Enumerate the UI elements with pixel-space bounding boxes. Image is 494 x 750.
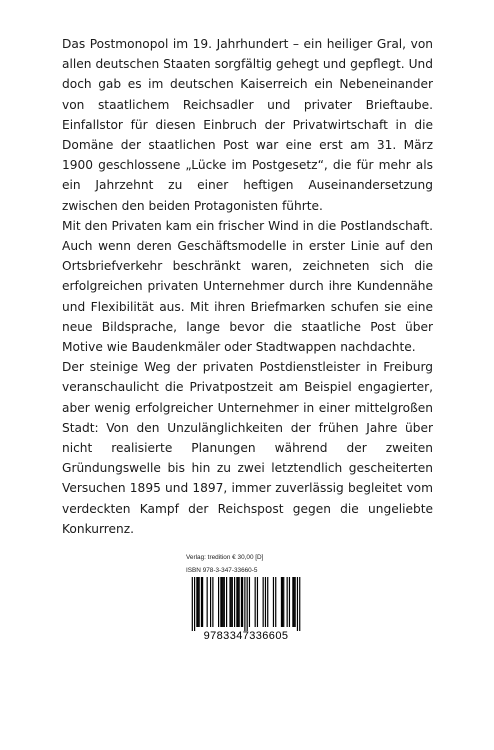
- barcode-icon: [186, 577, 306, 631]
- barcode-bar: [212, 577, 213, 627]
- barcode-bar: [196, 577, 197, 627]
- barcode-bar: [275, 577, 276, 627]
- isbn-line: ISBN 978-3-347-33660-5: [186, 566, 258, 574]
- barcode-bar: [236, 577, 237, 627]
- barcode-bar: [234, 577, 235, 627]
- barcode-bar: [207, 577, 208, 627]
- barcode-bar: [293, 577, 294, 627]
- barcode-bar: [223, 577, 224, 627]
- barcode-bar: [257, 577, 258, 627]
- barcode-bar: [239, 577, 240, 627]
- barcode-bar: [247, 577, 248, 631]
- barcode-bar: [241, 577, 242, 627]
- barcode-bar: [249, 577, 250, 627]
- imprint: [186, 552, 316, 577]
- barcode-bar: [221, 577, 222, 627]
- barcode-bar: [229, 577, 230, 627]
- barcode-bar: [226, 577, 227, 627]
- barcode-bar: [289, 577, 290, 627]
- barcode-bar: [224, 577, 225, 627]
- barcode-bar: [287, 577, 288, 627]
- barcode-bar: [281, 577, 282, 627]
- barcode-bar: [218, 577, 219, 627]
- barcode-bar: [282, 577, 283, 627]
- barcode-bar: [202, 577, 203, 627]
- barcode-bar: [199, 577, 200, 627]
- barcode-bar: [201, 577, 202, 627]
- blurb-paragraph-3: Der steinige Weg der privaten Postdienstleister in Freiburg veranschaulicht die Privatpostzeit am Beispiel engagierter, aber wenig erfolgreicher Unternehmer in einer mittelgroßen Stadt: Von den Unzulänglichkeiten der frühen Jahre über nicht realisierte Planungen während der zweiten Gründungswelle bis hin zu zwei letztendlich gescheiterten Versuchen 1895 und 1897, immer zuverlässig begleitet vom verdeckten Kampf der Reichspost gegen die ungeliebte Konkurrenz.: [62, 360, 433, 536]
- blurb-text: [62, 34, 433, 539]
- blurb-paragraph-2: Mit den Privaten kam ein frischer Wind in die Postlandschaft. Auch wenn deren Geschäftsmodelle in erster Linie auf den Ortsbriefverkehr beschränkt waren, zeichneten sich die erfolgreichen privaten Unternehmer durch ihre Kundennähe und Flexibilität aus. Mit ihren Briefmarken schufen sie eine neue Bildsprache, lange bevor die staatliche Post über Motive wie Baudenkmäler oder Stadtwappen nachdachte.: [62, 218, 433, 355]
- blurb-paragraph-1: Das Postmonopol im 19. Jahrhundert – ein heiliger Gral, von allen deutschen Staaten sorgfältig gehegt und gepflegt. Und doch gab es im deutschen Kaiserreich ein Nebeneinander von staatlichem Reichsadler und privater Brieftaube. Einfallstor für diesen Einbruch der Privatwirtschaft in die Domäne der staatlichen Post war eine erst am 31. März 1900 geschlossene „Lücke im Postgesetz“, die für mehr als ein Jahrzehnt zu einer heftigen Auseinandersetzung zwischen den beiden Protagonisten führte.: [62, 37, 433, 213]
- barcode-bar: [299, 577, 300, 631]
- barcode-bar: [210, 577, 211, 627]
- barcode-bar: [244, 577, 245, 631]
- barcode-bar: [267, 577, 268, 627]
- barcode-bar: [232, 577, 233, 627]
- barcode-bar: [194, 577, 195, 631]
- barcode-bar: [192, 577, 193, 631]
- barcode-bar: [237, 577, 238, 627]
- barcode-bar: [231, 577, 232, 627]
- barcode-bar: [273, 577, 274, 627]
- publisher-price-line: Verlag: tredition € 30,00 [D]: [186, 554, 264, 561]
- barcode-bar: [292, 577, 293, 627]
- barcode-bar: [263, 577, 264, 627]
- barcode-bar: [295, 577, 296, 627]
- barcode-number: 9783347336605: [203, 630, 289, 642]
- barcode-bar: [255, 577, 256, 627]
- isbn-barcode: [186, 577, 306, 643]
- barcode-bar: [297, 577, 298, 631]
- barcode-bar: [283, 577, 284, 627]
- barcode-bar: [242, 577, 243, 627]
- barcode-bar: [220, 577, 221, 627]
- barcode-bar: [197, 577, 198, 627]
- barcode-bar: [265, 577, 266, 627]
